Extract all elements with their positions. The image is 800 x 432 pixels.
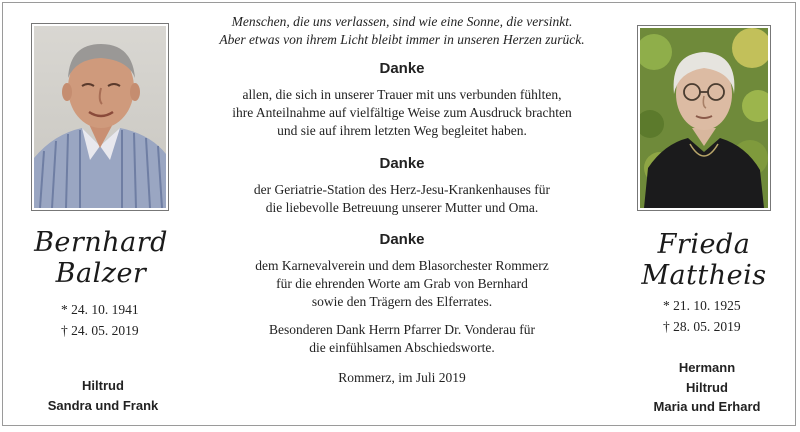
mourner-name: Hiltrud <box>686 379 728 395</box>
paragraph-line: allen, die sich in unserer Trauer mit uns verbunden fühlten, <box>242 87 562 102</box>
obituary-card <box>2 2 796 426</box>
mourner-name: Maria und Erhard <box>653 399 761 414</box>
portrait-image-man <box>34 26 166 208</box>
portrait-photo-left <box>31 23 169 211</box>
birth-date: * 24. 10. 1941 <box>61 302 139 317</box>
mourner-name: Hiltrud <box>82 378 124 393</box>
special-thanks-paragraph <box>187 321 617 357</box>
thanks-paragraph <box>187 257 617 311</box>
thanks-heading: Danke <box>379 60 425 77</box>
paragraph-line: sowie den Trägern des Elferrates. <box>311 294 493 309</box>
quote-line: Menschen, die uns verlassen, sind wie eine Sonne, die versinkt. <box>231 14 573 29</box>
last-name: Mattheis <box>641 260 767 291</box>
first-name: Bernhard <box>34 227 168 258</box>
deceased-name-left <box>9 227 193 289</box>
memorial-quote <box>187 13 617 48</box>
thanks-heading: Danke <box>379 155 425 172</box>
mourner-name: Sandra und Frank <box>47 397 159 413</box>
portrait-photo-right <box>637 25 771 211</box>
thanks-text-block <box>187 13 617 401</box>
death-date: † 28. 05. 2019 <box>663 319 741 334</box>
paragraph-line: ihre Anteilnahme auf vielfältige Weise zum Ausdruck brachten <box>232 105 572 120</box>
birth-date: * 21. 10. 1925 <box>663 298 741 313</box>
deceased-name-right <box>615 229 793 291</box>
paragraph-line: und sie auf ihrem letzten Weg begleitet haben. <box>277 123 527 138</box>
paragraph-line: Besonderen Dank Herrn Pfarrer Dr. Vonderau für <box>268 322 536 337</box>
thanks-paragraph <box>187 86 617 140</box>
mourners-right <box>617 358 797 417</box>
paragraph-line: für die ehrenden Worte am Grab von Bernhard <box>276 276 528 291</box>
paragraph-line: die liebevolle Betreuung unserer Mutter und Oma. <box>265 200 539 215</box>
last-name: Balzer <box>55 258 147 289</box>
paragraph-line: die einfühlsamen Abschiedsworte. <box>309 340 495 355</box>
first-name: Frieda <box>657 229 751 260</box>
life-dates-right <box>663 295 741 337</box>
death-date: † 24. 05. 2019 <box>61 323 139 338</box>
thanks-heading: Danke <box>379 231 425 248</box>
mourners-left <box>13 376 193 415</box>
mourner-name: Hermann <box>678 360 736 375</box>
place-and-date: Rommerz, im Juli 2019 <box>338 370 466 385</box>
quote-line: Aber etwas von ihrem Licht bleibt immer in unseren Herzen zurück. <box>219 31 585 47</box>
portrait-image-woman <box>640 28 768 208</box>
life-dates-left <box>61 299 139 341</box>
paragraph-line: dem Karnevalverein und dem Blasorchester Rommerz <box>255 258 549 273</box>
paragraph-line: der Geriatrie-Station des Herz-Jesu-Krankenhauses für <box>253 182 551 197</box>
thanks-paragraph <box>187 181 617 217</box>
